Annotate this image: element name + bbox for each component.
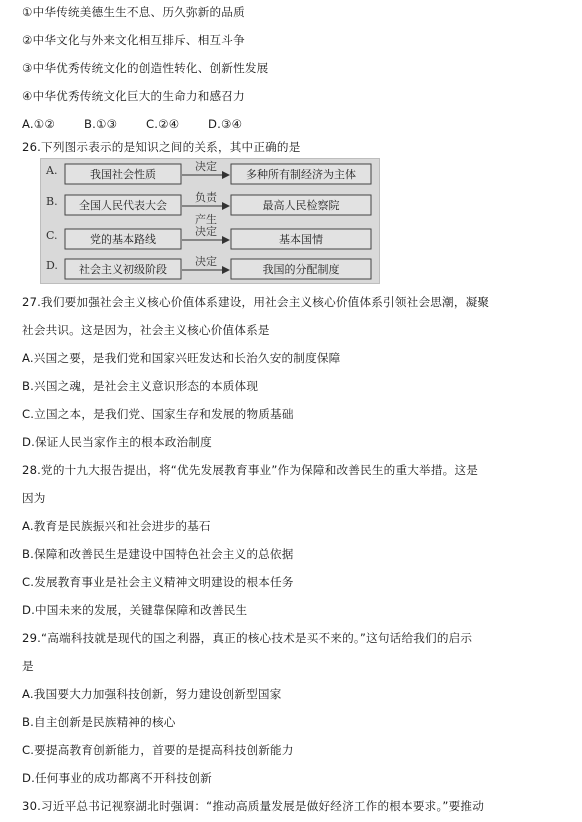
- q28-stem-line-2: 因为: [22, 491, 46, 505]
- q25-item-1: ①中华传统美德生生不息、历久弥新的品质: [22, 5, 245, 19]
- q28-option-a: A.教育是民族振兴和社会进步的基石: [22, 519, 211, 533]
- row-d-label: D.: [46, 259, 58, 272]
- q27-option-a: A.兴国之要，是我们党和国家兴旺发达和长治久安的制度保障: [22, 351, 341, 365]
- q25-option-c: C.②④: [146, 117, 180, 131]
- q25-options: [22, 116, 574, 132]
- q26-stem: 26.下列图示表示的是知识之间的关系，其中正确的是: [22, 140, 301, 154]
- q26-diagram: [40, 158, 380, 284]
- row-a-label: A.: [46, 164, 58, 177]
- q27-option-b: B.兴国之魂，是社会主义意识形态的本质体现: [22, 379, 259, 393]
- q29-option-a: A.我国要大力加强科技创新，努力建设创新型国家: [22, 687, 282, 701]
- q30-stem-line-1: 30.习近平总书记视察湖北时强调：“推动高质量发展是做好经济工作的根本要求。”要推动: [22, 799, 485, 813]
- row-d-right-box: 我国的分配制度: [262, 263, 340, 276]
- row-c-relation: 决定: [195, 225, 217, 238]
- q28-option-b: B.保障和改善民生是建设中国特色社会主义的总依据: [22, 547, 294, 561]
- row-b-label: B.: [46, 195, 58, 208]
- q25-item-4: ④中华优秀传统文化巨大的生命力和感召力: [22, 89, 245, 103]
- row-d-relation: 决定: [195, 255, 217, 268]
- q25-item-3: ③中华优秀传统文化的创造性转化、创新性发展: [22, 61, 269, 75]
- row-b-left-box: 全国人民代表大会: [79, 199, 167, 212]
- q26-diagram-svg: [41, 159, 379, 283]
- q27-stem-line-2: 社会共识。这是因为，社会主义核心价值体系是: [22, 323, 270, 337]
- q29-stem-line-2: 是: [22, 659, 34, 673]
- row-c-left-box: 党的基本路线: [90, 233, 156, 246]
- q28-stem-line-1: 28.党的十九大报告提出，将“优先发展教育事业”作为保障和改善民生的重大举措。这是: [22, 463, 479, 477]
- row-a-relation: 决定: [195, 160, 217, 173]
- q27-option-c: C.立国之本，是我们党、国家生存和发展的物质基础: [22, 407, 294, 421]
- row-b-right-box: 最高人民检察院: [262, 199, 340, 212]
- q25-option-d: D.③④: [208, 117, 243, 131]
- row-b-relation-2: 产生: [195, 213, 217, 226]
- q28-option-d: D.中国未来的发展，关键靠保障和改善民生: [22, 603, 248, 617]
- row-a-left-box: 我国社会性质: [90, 168, 156, 181]
- row-c-label: C.: [46, 229, 58, 242]
- q29-stem-line-1: 29.“高端科技就是现代的国之利器，真正的核心技术是买不来的。”这句话给我们的启示: [22, 631, 473, 645]
- q25-option-a: A.①②: [22, 117, 55, 131]
- row-c-right-box: 基本国情: [279, 233, 323, 246]
- q25-item-2: ②中华文化与外来文化相互排斥、相互斗争: [22, 33, 245, 47]
- row-d-left-box: 社会主义初级阶段: [79, 263, 167, 276]
- q28-option-c: C.发展教育事业是社会主义精神文明建设的根本任务: [22, 575, 294, 589]
- q29-option-c: C.要提高教育创新能力，首要的是提高科技创新能力: [22, 743, 294, 757]
- q25-option-b: B.①③: [84, 117, 118, 131]
- row-a-right-box: 多种所有制经济为主体: [246, 168, 356, 181]
- q29-option-b: B.自主创新是民族精神的核心: [22, 715, 176, 729]
- q27-option-d: D.保证人民当家作主的根本政治制度: [22, 435, 212, 449]
- q29-option-d: D.任何事业的成功都离不开科技创新: [22, 771, 212, 785]
- q27-stem-line-1: 27.我们要加强社会主义核心价值体系建设，用社会主义核心价值体系引领社会思潮，凝聚: [22, 295, 490, 309]
- row-b-relation: 负责: [195, 191, 217, 204]
